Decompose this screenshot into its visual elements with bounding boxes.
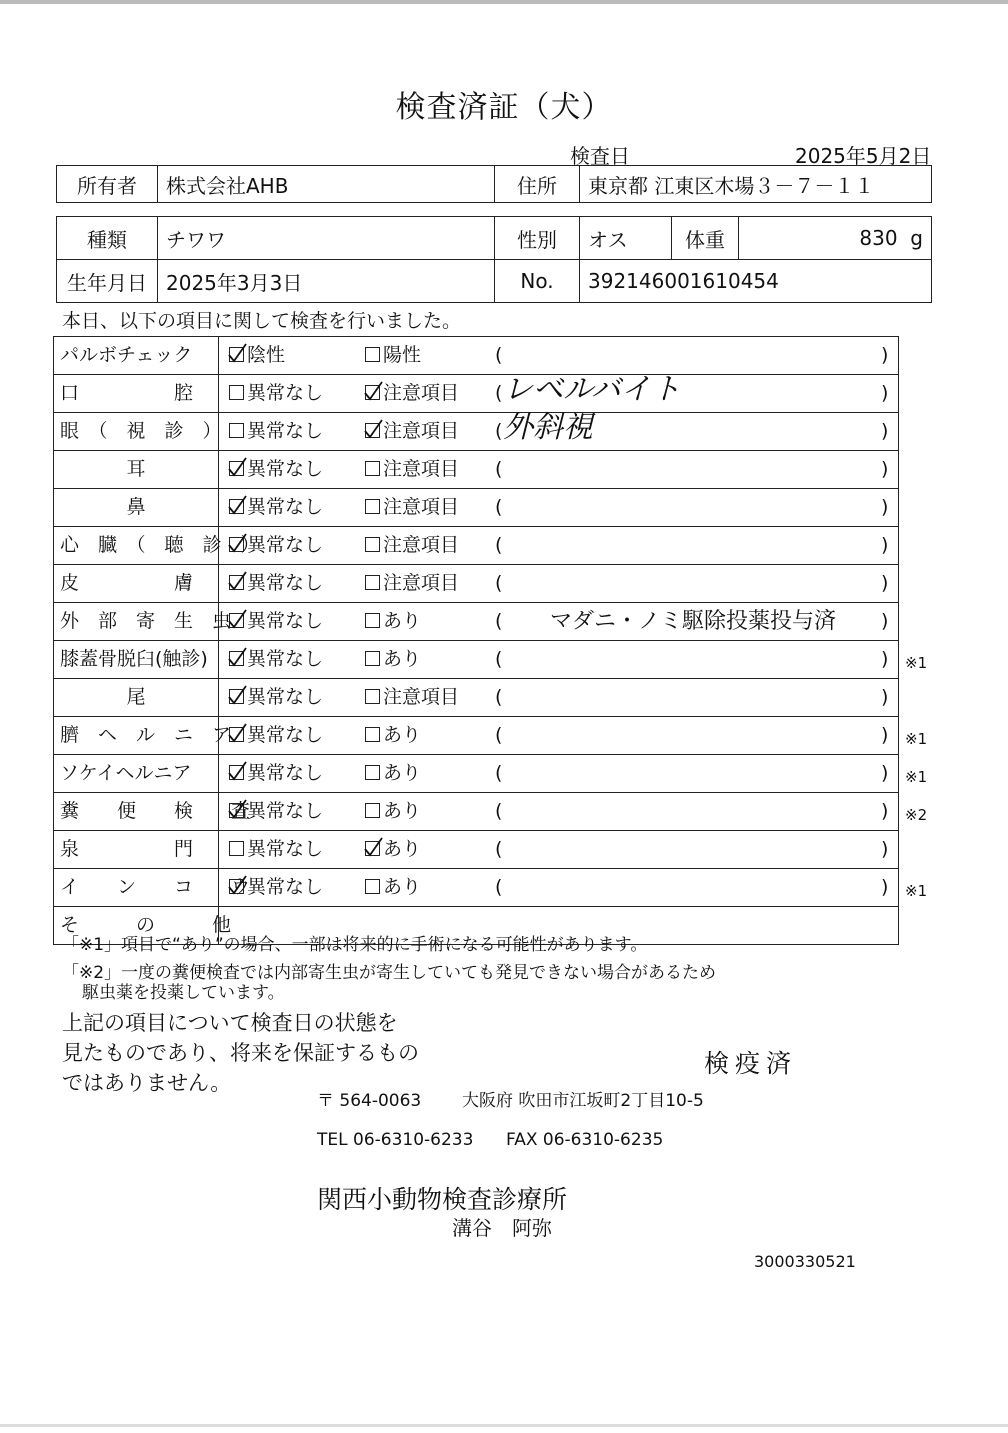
footnote-mark: ※1	[905, 654, 928, 672]
checkbox-attention[interactable]	[365, 385, 380, 400]
checkbox-normal[interactable]	[229, 651, 244, 666]
paren-close: )	[881, 724, 889, 746]
postal-code: 〒 564-0063	[317, 1091, 422, 1111]
paren-close: )	[881, 686, 889, 708]
option-normal-label: 異常なし	[247, 876, 324, 898]
option-attention-label: あり	[383, 762, 422, 784]
inspection-row	[53, 869, 928, 907]
option-attention-label: あり	[383, 876, 422, 898]
checkbox-normal[interactable]	[229, 841, 244, 856]
option-normal[interactable]	[229, 375, 323, 412]
breed-label: 種類	[57, 217, 158, 260]
footnote-1: 「※1」項目で“あり”の場合、一部は将来的に手術になる可能性があります。	[62, 935, 648, 955]
option-attention-label: あり	[383, 800, 422, 822]
option-attention[interactable]	[365, 527, 459, 564]
paren-close: )	[881, 876, 889, 898]
remark-text: レベルバイト	[503, 372, 681, 407]
footnote-mark: ※1	[905, 730, 928, 748]
intro-text: 本日、以下の項目に関して検査を行いました。	[62, 310, 462, 332]
paren-open: (	[495, 344, 503, 366]
inspection-row	[53, 641, 928, 679]
footnote-2: 「※2」一度の糞便検査では内部寄生虫が寄生していても発見できない場合があるため	[62, 963, 717, 983]
pet-info-table	[56, 216, 932, 303]
option-normal[interactable]	[229, 679, 323, 716]
checkbox-normal[interactable]	[229, 347, 244, 362]
option-normal[interactable]	[229, 527, 323, 564]
paren-open: (	[495, 382, 503, 404]
paren-close: )	[881, 382, 889, 404]
checkbox-normal[interactable]	[229, 613, 244, 628]
row-right-border	[898, 869, 899, 906]
inspection-item-label: 耳	[53, 451, 219, 488]
inspection-row	[53, 755, 928, 793]
inspection-date-value: 2025年5月2日	[795, 144, 932, 168]
checkbox-attention[interactable]	[365, 575, 380, 590]
row-right-border	[898, 793, 899, 830]
checkbox-attention[interactable]	[365, 765, 380, 780]
checkbox-attention[interactable]	[365, 613, 380, 628]
paren-open: (	[495, 458, 503, 480]
option-normal[interactable]	[229, 755, 323, 792]
row-right-border	[898, 641, 899, 678]
inspection-row	[53, 372, 899, 413]
birthdate-value: 2025年3月3日	[158, 260, 495, 303]
checkbox-normal[interactable]	[229, 727, 244, 742]
checkbox-normal[interactable]	[229, 499, 244, 514]
option-normal[interactable]	[229, 869, 323, 906]
option-attention[interactable]	[365, 375, 459, 412]
address-label: 住所	[495, 166, 580, 203]
option-attention-label: 注意項目	[383, 420, 460, 442]
option-attention-label: 陽性	[383, 344, 422, 366]
option-normal[interactable]	[229, 565, 323, 602]
number-value: 392146001610454	[580, 260, 932, 303]
row-right-border	[898, 413, 899, 450]
scan-edge-top	[0, 0, 1008, 4]
option-normal[interactable]	[229, 413, 323, 450]
option-attention-label: 注意項目	[383, 572, 460, 594]
option-normal[interactable]	[229, 831, 323, 868]
inspection-item-label: 鼻	[53, 489, 219, 526]
sex-label: 性別	[495, 217, 580, 260]
paren-open: (	[495, 838, 503, 860]
row-right-border	[898, 907, 899, 944]
inspection-item-label: 泉 門	[53, 831, 219, 868]
checkbox-normal[interactable]	[229, 765, 244, 780]
option-attention[interactable]	[365, 337, 421, 374]
weight-cell	[739, 217, 932, 260]
inspection-row	[53, 793, 928, 831]
option-attention-label: 注意項目	[383, 534, 460, 556]
checkbox-normal[interactable]	[229, 879, 244, 894]
paren-close: )	[881, 762, 889, 784]
paren-close: )	[881, 648, 889, 670]
checkbox-attention[interactable]	[365, 727, 380, 742]
option-normal-label: 異常なし	[247, 800, 324, 822]
inspection-row	[53, 717, 928, 755]
option-normal-label: 異常なし	[247, 458, 324, 480]
option-attention-label: あり	[383, 838, 422, 860]
owner-label: 所有者	[57, 166, 158, 203]
paren-open: (	[495, 648, 503, 670]
row-right-border	[898, 565, 899, 602]
document-code: 3000330521	[754, 1252, 856, 1271]
checkbox-normal[interactable]	[229, 423, 244, 438]
paren-close: )	[881, 838, 889, 860]
paren-open: (	[495, 496, 503, 518]
option-normal-label: 陰性	[247, 344, 286, 366]
checkbox-normal[interactable]	[229, 385, 244, 400]
option-attention[interactable]	[365, 717, 421, 754]
inspection-item-label: 外 部 寄 生 虫	[53, 603, 219, 640]
inspection-table	[53, 336, 928, 945]
clinic-address: 大阪府 吹田市江坂町2丁目10-5	[462, 1091, 704, 1111]
row-right-border	[898, 717, 899, 754]
option-attention[interactable]	[365, 451, 459, 488]
checkbox-attention[interactable]	[365, 651, 380, 666]
row-right-border	[898, 375, 899, 412]
paren-open: (	[495, 686, 503, 708]
option-attention-label: 注意項目	[383, 382, 460, 404]
inspection-row	[53, 451, 899, 489]
disclaimer	[62, 1008, 419, 1098]
checkbox-attention[interactable]	[365, 537, 380, 552]
footnote-2-cont: 駆虫薬を投薬しています。	[82, 983, 285, 1003]
checkbox-attention[interactable]	[365, 841, 380, 856]
checkbox-attention[interactable]	[365, 879, 380, 894]
checkbox-attention[interactable]	[365, 803, 380, 818]
option-normal[interactable]	[229, 451, 323, 488]
row-right-border	[898, 451, 899, 488]
quarantine-stamp: 検疫済	[704, 1049, 798, 1078]
option-attention-label: 注意項目	[383, 496, 460, 518]
inspection-item-label: 臍 ヘ ル ニ ア	[53, 717, 219, 754]
paren-close: )	[881, 420, 889, 442]
option-attention-label: あり	[383, 610, 422, 632]
paren-open: (	[495, 876, 503, 898]
checkbox-attention[interactable]	[365, 347, 380, 362]
option-normal-label: 異常なし	[247, 534, 324, 556]
inspection-row	[53, 489, 899, 527]
option-attention[interactable]	[365, 793, 421, 830]
inspection-row	[53, 565, 899, 603]
option-attention[interactable]	[365, 869, 421, 906]
disclaimer-line-2: 見たものであり、将来を保証するもの	[62, 1041, 419, 1065]
remark-text: マダニ・ノミ駆除投薬投与済	[549, 609, 836, 634]
paren-open: (	[495, 724, 503, 746]
sex-value: オス	[580, 217, 672, 260]
footnote-mark: ※2	[905, 806, 928, 824]
option-normal-label: 異常なし	[247, 648, 324, 670]
inspection-row	[53, 336, 899, 375]
option-attention-label: 注意項目	[383, 686, 460, 708]
option-normal-label: 異常なし	[247, 762, 324, 784]
option-attention[interactable]	[365, 679, 459, 716]
footnote-mark: ※1	[905, 768, 928, 786]
paren-close: )	[881, 572, 889, 594]
option-attention[interactable]	[365, 641, 421, 678]
address-value: 東京都 江東区木場３－７－１１	[580, 166, 932, 203]
option-attention-label: 注意項目	[383, 458, 460, 480]
inspection-item-label: 皮 膚	[53, 565, 219, 602]
inspection-item-label: 眼 （ 視 診 ）	[53, 413, 219, 450]
weight-unit: g	[910, 226, 923, 250]
checkbox-normal[interactable]	[229, 537, 244, 552]
option-attention[interactable]	[365, 831, 421, 868]
breed-value: チワワ	[158, 217, 495, 260]
paren-open: (	[495, 420, 503, 442]
owner-table	[56, 165, 932, 203]
clinic-tel: TEL 06-6310-6233	[317, 1130, 474, 1150]
checkbox-normal[interactable]	[229, 575, 244, 590]
option-normal[interactable]	[229, 793, 323, 830]
row-right-border	[898, 831, 899, 868]
row-right-border	[898, 755, 899, 792]
inspection-item-label: 糞 便 検 査	[53, 793, 219, 830]
checkbox-attention[interactable]	[365, 499, 380, 514]
inspection-row	[53, 410, 899, 451]
footnote-mark: ※1	[905, 882, 928, 900]
option-attention-label: あり	[383, 648, 422, 670]
inspection-item-label: 心 臓 （ 聴 診 ）	[53, 527, 219, 564]
paren-open: (	[495, 610, 503, 632]
option-attention[interactable]	[365, 413, 459, 450]
row-right-border	[898, 489, 899, 526]
option-normal-label: 異常なし	[247, 724, 324, 746]
option-normal[interactable]	[229, 641, 323, 678]
inspection-item-label: 口 腔	[53, 375, 219, 412]
checkbox-attention[interactable]	[365, 461, 380, 476]
option-normal-label: 異常なし	[247, 838, 324, 860]
inspection-item-label: イ ン コ ウ	[53, 869, 219, 906]
paren-close: )	[881, 534, 889, 556]
checkbox-attention[interactable]	[365, 423, 380, 438]
disclaimer-line-1: 上記の項目について検査日の状態を	[62, 1011, 398, 1035]
paren-close: )	[881, 458, 889, 480]
option-normal[interactable]	[229, 717, 323, 754]
inspection-row	[53, 831, 899, 869]
option-normal[interactable]	[229, 489, 323, 526]
option-attention[interactable]	[365, 565, 459, 602]
checkbox-normal[interactable]	[229, 803, 244, 818]
inspection-item-label: パルボチェック	[53, 337, 219, 374]
option-normal-label: 異常なし	[247, 382, 324, 404]
clinic-fax: FAX 06-6310-6235	[506, 1130, 664, 1150]
inspection-date-label: 検査日	[570, 144, 630, 168]
paren-open: (	[495, 572, 503, 594]
paren-close: )	[881, 496, 889, 518]
paren-close: )	[881, 344, 889, 366]
checkbox-normal[interactable]	[229, 461, 244, 476]
checkbox-attention[interactable]	[365, 689, 380, 704]
birthdate-label: 生年月日	[57, 260, 158, 303]
disclaimer-line-3: ではありません。	[62, 1071, 232, 1095]
paren-open: (	[495, 762, 503, 784]
weight-value: 830	[859, 226, 898, 250]
paren-close: )	[881, 800, 889, 822]
clinic-name: 関西小動物検査診療所	[317, 1185, 568, 1214]
option-attention[interactable]	[365, 603, 421, 640]
paren-open: (	[495, 534, 503, 556]
row-right-border	[898, 337, 899, 374]
page-title: 検査済証（犬）	[395, 90, 613, 125]
inspection-item-label: そ の 他	[53, 907, 219, 944]
option-normal[interactable]	[229, 337, 285, 374]
checkbox-normal[interactable]	[229, 689, 244, 704]
option-attention-label: あり	[383, 724, 422, 746]
option-normal-label: 異常なし	[247, 686, 324, 708]
option-normal-label: 異常なし	[247, 496, 324, 518]
number-label: No.	[495, 260, 580, 303]
scan-edge-bottom	[0, 1424, 1008, 1427]
inspection-row	[53, 527, 899, 565]
paren-open: (	[495, 800, 503, 822]
option-normal-label: 異常なし	[247, 610, 324, 632]
row-right-border	[898, 527, 899, 564]
veterinarian-name: 溝谷 阿弥	[452, 1216, 552, 1240]
option-attention[interactable]	[365, 755, 421, 792]
inspection-item-label: ソケイヘルニア	[53, 755, 219, 792]
paren-close: )	[881, 610, 889, 632]
owner-value: 株式会社AHB	[158, 166, 495, 203]
row-right-border	[898, 679, 899, 716]
option-normal-label: 異常なし	[247, 420, 324, 442]
option-normal[interactable]	[229, 603, 323, 640]
remark-text: 外斜視	[503, 410, 593, 445]
inspection-item-label: 膝蓋骨脱臼(触診)	[53, 641, 219, 678]
option-normal-label: 異常なし	[247, 572, 324, 594]
inspection-row	[53, 679, 899, 717]
option-attention[interactable]	[365, 489, 459, 526]
inspection-item-label: 尾	[53, 679, 219, 716]
weight-label: 体重	[672, 217, 739, 260]
inspection-row	[53, 603, 899, 641]
